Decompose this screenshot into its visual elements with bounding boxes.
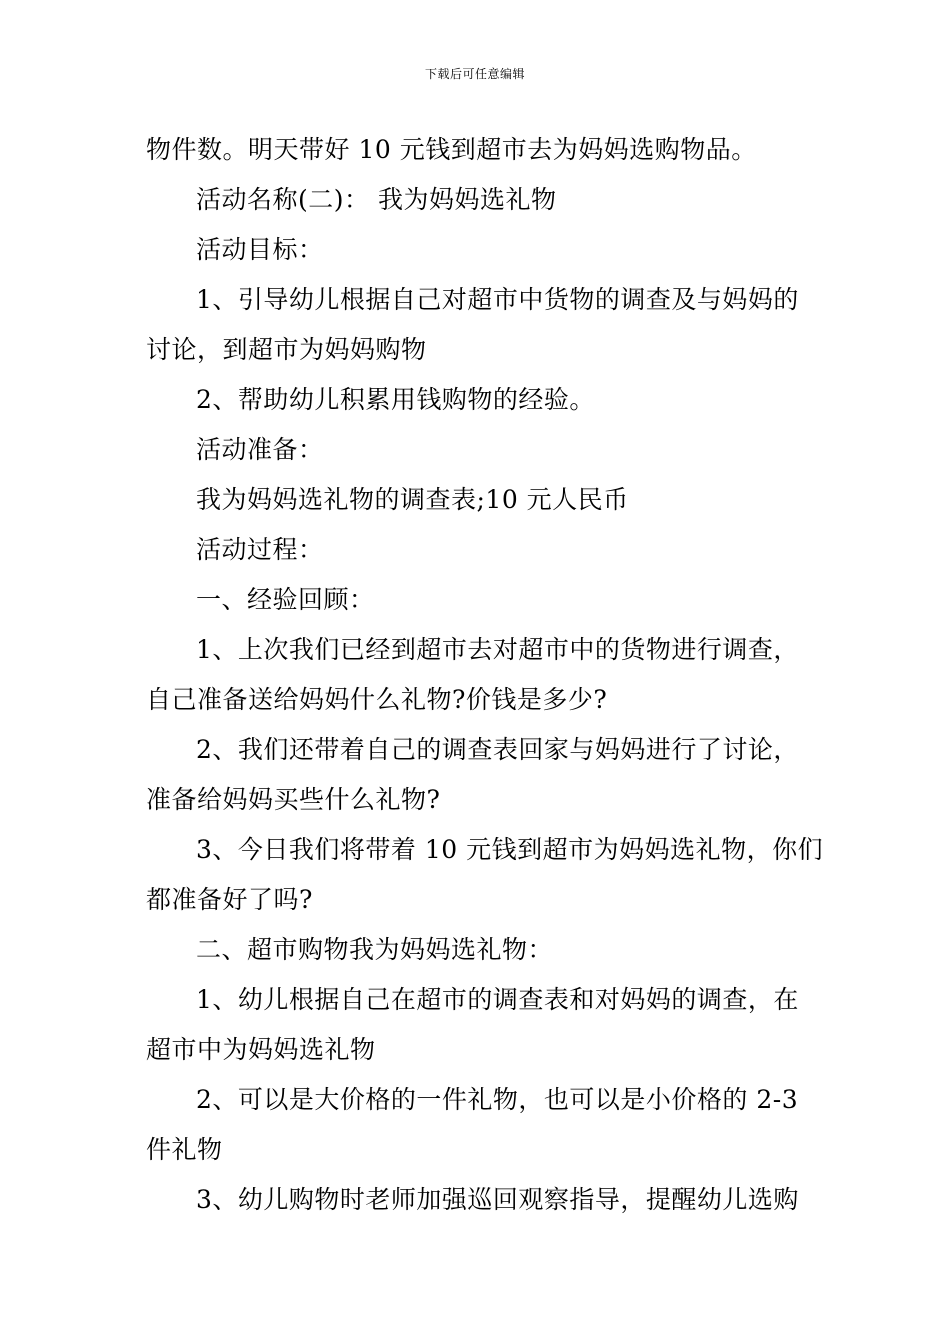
text-line: 2、帮助幼儿积累用钱购物的经验。 — [196, 385, 595, 414]
text-line: 讨论，到超市为妈妈购物 — [146, 335, 427, 364]
text-line: 2、可以是大价格的一件礼物，也可以是小价格的 2-3 — [196, 1085, 799, 1114]
text-line: 件礼物 — [146, 1135, 223, 1164]
text-line: 我为妈妈选礼物的调查表;10 元人民币 — [196, 485, 629, 514]
section-heading: 二、超市购物我为妈妈选礼物： — [196, 935, 554, 964]
activity-name-line: 活动名称(二)： 我为妈妈选礼物 — [196, 185, 557, 214]
document-body — [146, 127, 824, 1227]
section-heading: 活动过程： — [196, 535, 324, 564]
text-line: 2、我们还带着自己的调查表回家与妈妈进行了讨论， — [196, 735, 799, 764]
section-heading: 活动目标： — [196, 235, 324, 264]
text-line: 1、引导幼儿根据自己对超市中货物的调查及与妈妈的 — [196, 285, 799, 314]
text-line: 3、幼儿购物时老师加强巡回观察指导，提醒幼儿选购 — [196, 1185, 799, 1214]
text-line: 1、上次我们已经到超市去对超市中的货物进行调查， — [196, 635, 799, 664]
text-line: 准备给妈妈买些什么礼物? — [146, 785, 441, 814]
text-line: 物件数。明天带好 10 元钱到超市去为妈妈选购物品。 — [146, 135, 757, 164]
section-heading: 一、经验回顾： — [196, 585, 375, 614]
text-line: 自己准备送给妈妈什么礼物?价钱是多少? — [146, 685, 608, 714]
text-line: 超市中为妈妈选礼物 — [146, 1035, 376, 1064]
text-line: 3、今日我们将带着 10 元钱到超市为妈妈选礼物，你们 — [196, 835, 824, 864]
text-line: 都准备好了吗? — [146, 885, 313, 914]
page-header-note: 下载后可任意编辑 — [424, 67, 525, 81]
text-line: 1、幼儿根据自己在超市的调查表和对妈妈的调查，在 — [196, 985, 799, 1014]
section-heading: 活动准备： — [196, 435, 324, 464]
